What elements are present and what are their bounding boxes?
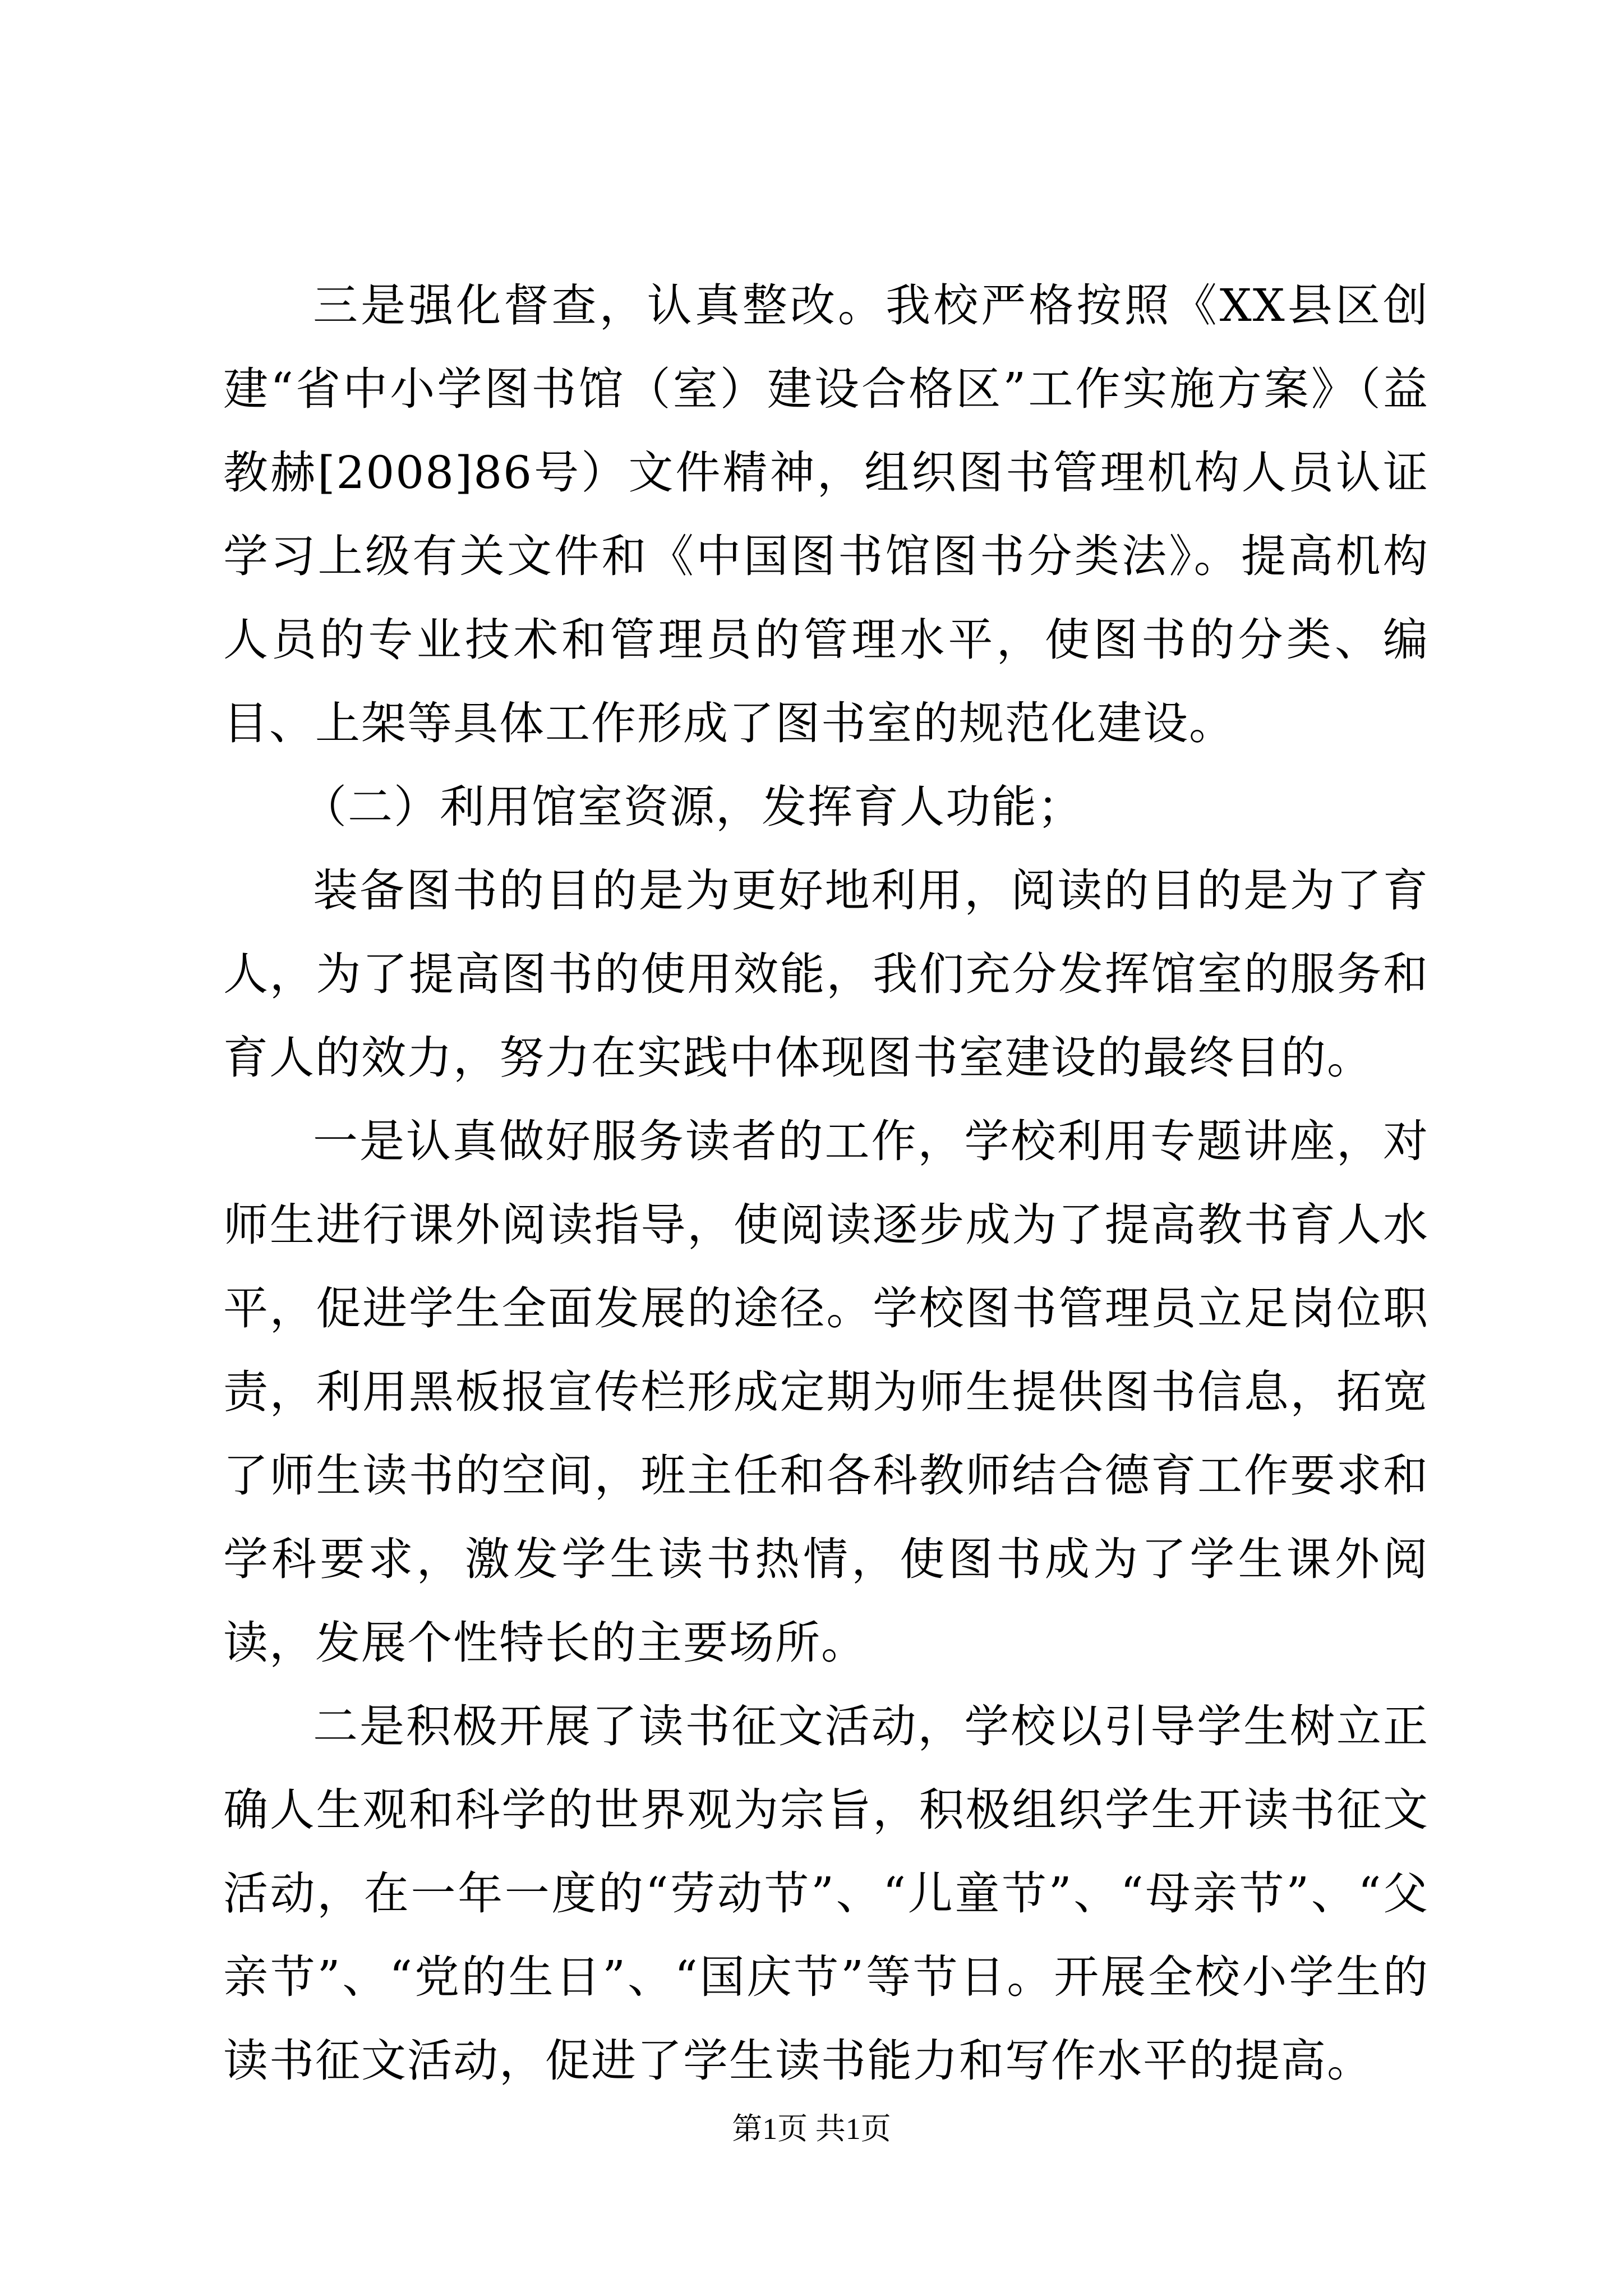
paragraph-supervision: 三是强化督查，认真整改。我校严格按照《XX县区创建“省中小学图书馆（室）建设合格区”工作实施方案》（益教赫[2008]86号）文件精神，组织图书管理机构人员认证学习上级有关文件和《中国图书馆图书分类法》。提高机构人员的专业技术和管理员的管理水平，使图书的分类、编目、上架等具体工作形成了图书室的规范化建设。 (223, 279, 1429, 749)
document-body (223, 264, 1429, 2102)
paragraph-purpose: 装备图书的目的是为更好地利用，阅读的目的是为了育人，为了提高图书的使用效能，我们充分发挥馆室的服务和育人的效力，努力在实践中体现图书室建设的最终目的。 (223, 864, 1429, 1084)
paragraph-reader-service: 一是认真做好服务读者的工作，学校利用专题讲座，对师生进行课外阅读指导，使阅读逐步成为了提高教书育人水平，促进学生全面发展的途径。学校图书管理员立足岗位职责，利用黑板报宣传栏形成定期为师生提供图书信息，拓宽了师生读书的空间，班主任和各科教师结合德育工作要求和学科要求，激发学生读书热情，使图书成为了学生课外阅读，发展个性特长的主要场所。 (223, 1115, 1429, 1669)
section-heading: （二）利用馆室资源，发挥育人功能； (302, 781, 1083, 833)
page-footer: 第1页 共1页 (732, 2112, 891, 2146)
paragraph-essay-activities: 二是积极开展了读书征文活动，学校以引导学生树立正确人生观和科学的世界观为宗旨，积极组织学生开读书征文活动，在一年一度的“劳动节”、“儿童节”、“母亲节”、“父亲节”、“党的生日”、“国庆节”等节日。开展全校小学生的读书征文活动，促进了学生读书能力和写作水平的提高。 (223, 1700, 1429, 2087)
